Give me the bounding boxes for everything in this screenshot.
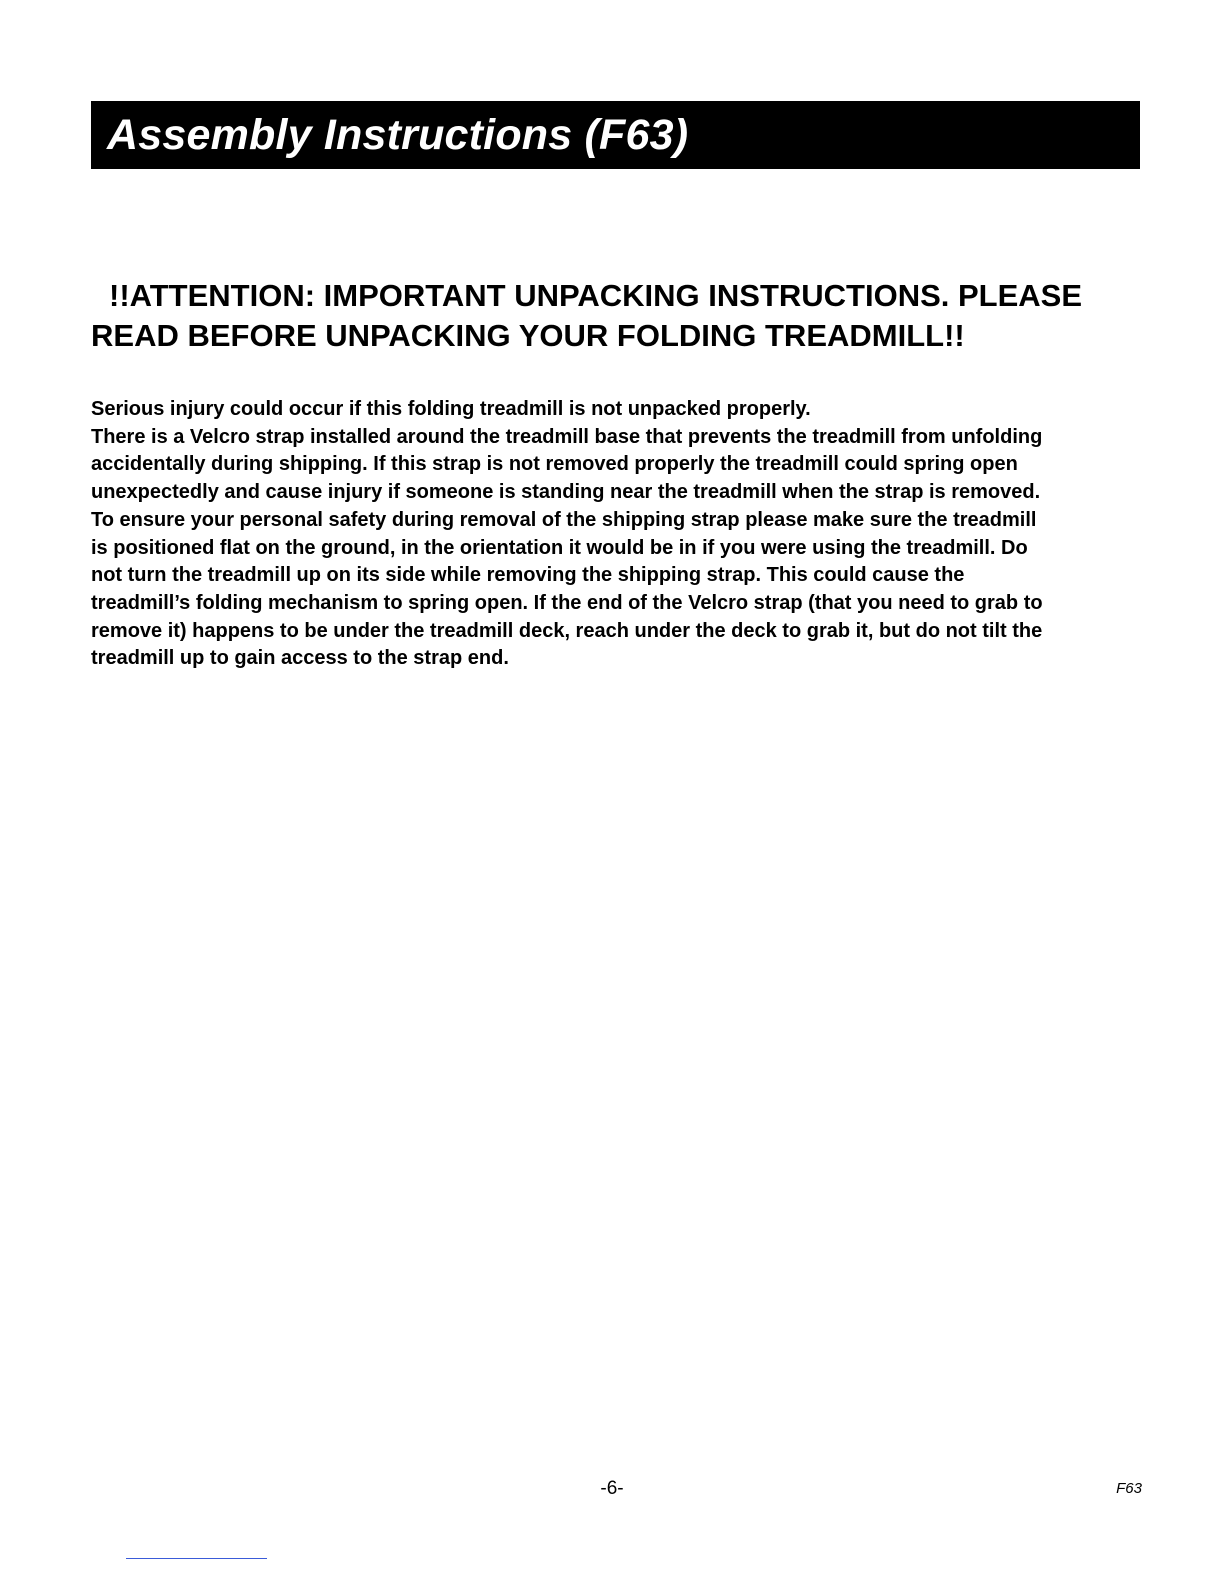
paragraph-line: remove it) happens to be under the treadmill deck, reach under the deck to grab it, but do not tilt the <box>91 619 1043 642</box>
model-code: F63 <box>1116 1480 1142 1497</box>
paragraph-line: There is a Velcro strap installed around the treadmill base that prevents the treadmill from unfolding <box>91 425 1043 448</box>
paragraph-line: accidentally during shipping. If this strap is not removed properly the treadmill could spring open <box>91 453 1018 476</box>
page-number: -6- <box>600 1478 624 1499</box>
paragraph-line: Serious injury could occur if this folding treadmill is not unpacked properly. <box>91 398 811 420</box>
paragraph-line: To ensure your personal safety during removal of the shipping strap please make sure the treadmill <box>91 508 1037 531</box>
section-title: Assembly Instructions (F63) <box>107 110 689 159</box>
paragraph-line: unexpectedly and cause injury if someone is standing near the treadmill when the strap is removed. <box>91 481 1041 504</box>
paragraph-line: treadmill up to gain access to the strap end. <box>91 647 509 670</box>
footer-rule <box>126 1558 267 1559</box>
attention-heading <box>91 276 1140 356</box>
paragraph-line: is positioned flat on the ground, in the orientation it would be in if you were using the treadmill. Do <box>91 536 1028 559</box>
paragraph-line: not turn the treadmill up on its side while removing the shipping strap. This could cause the <box>91 564 965 587</box>
warning-paragraph <box>91 396 1141 673</box>
paragraph-line: treadmill’s folding mechanism to spring open. If the end of the Velcro strap (that you need to grab to <box>91 591 1043 614</box>
attention-line: !!ATTENTION: IMPORTANT UNPACKING INSTRUCTIONS. PLEASE <box>109 278 1083 313</box>
attention-line: READ BEFORE UNPACKING YOUR FOLDING TREADMILL!! <box>91 318 965 353</box>
section-header-bar <box>91 101 1140 169</box>
